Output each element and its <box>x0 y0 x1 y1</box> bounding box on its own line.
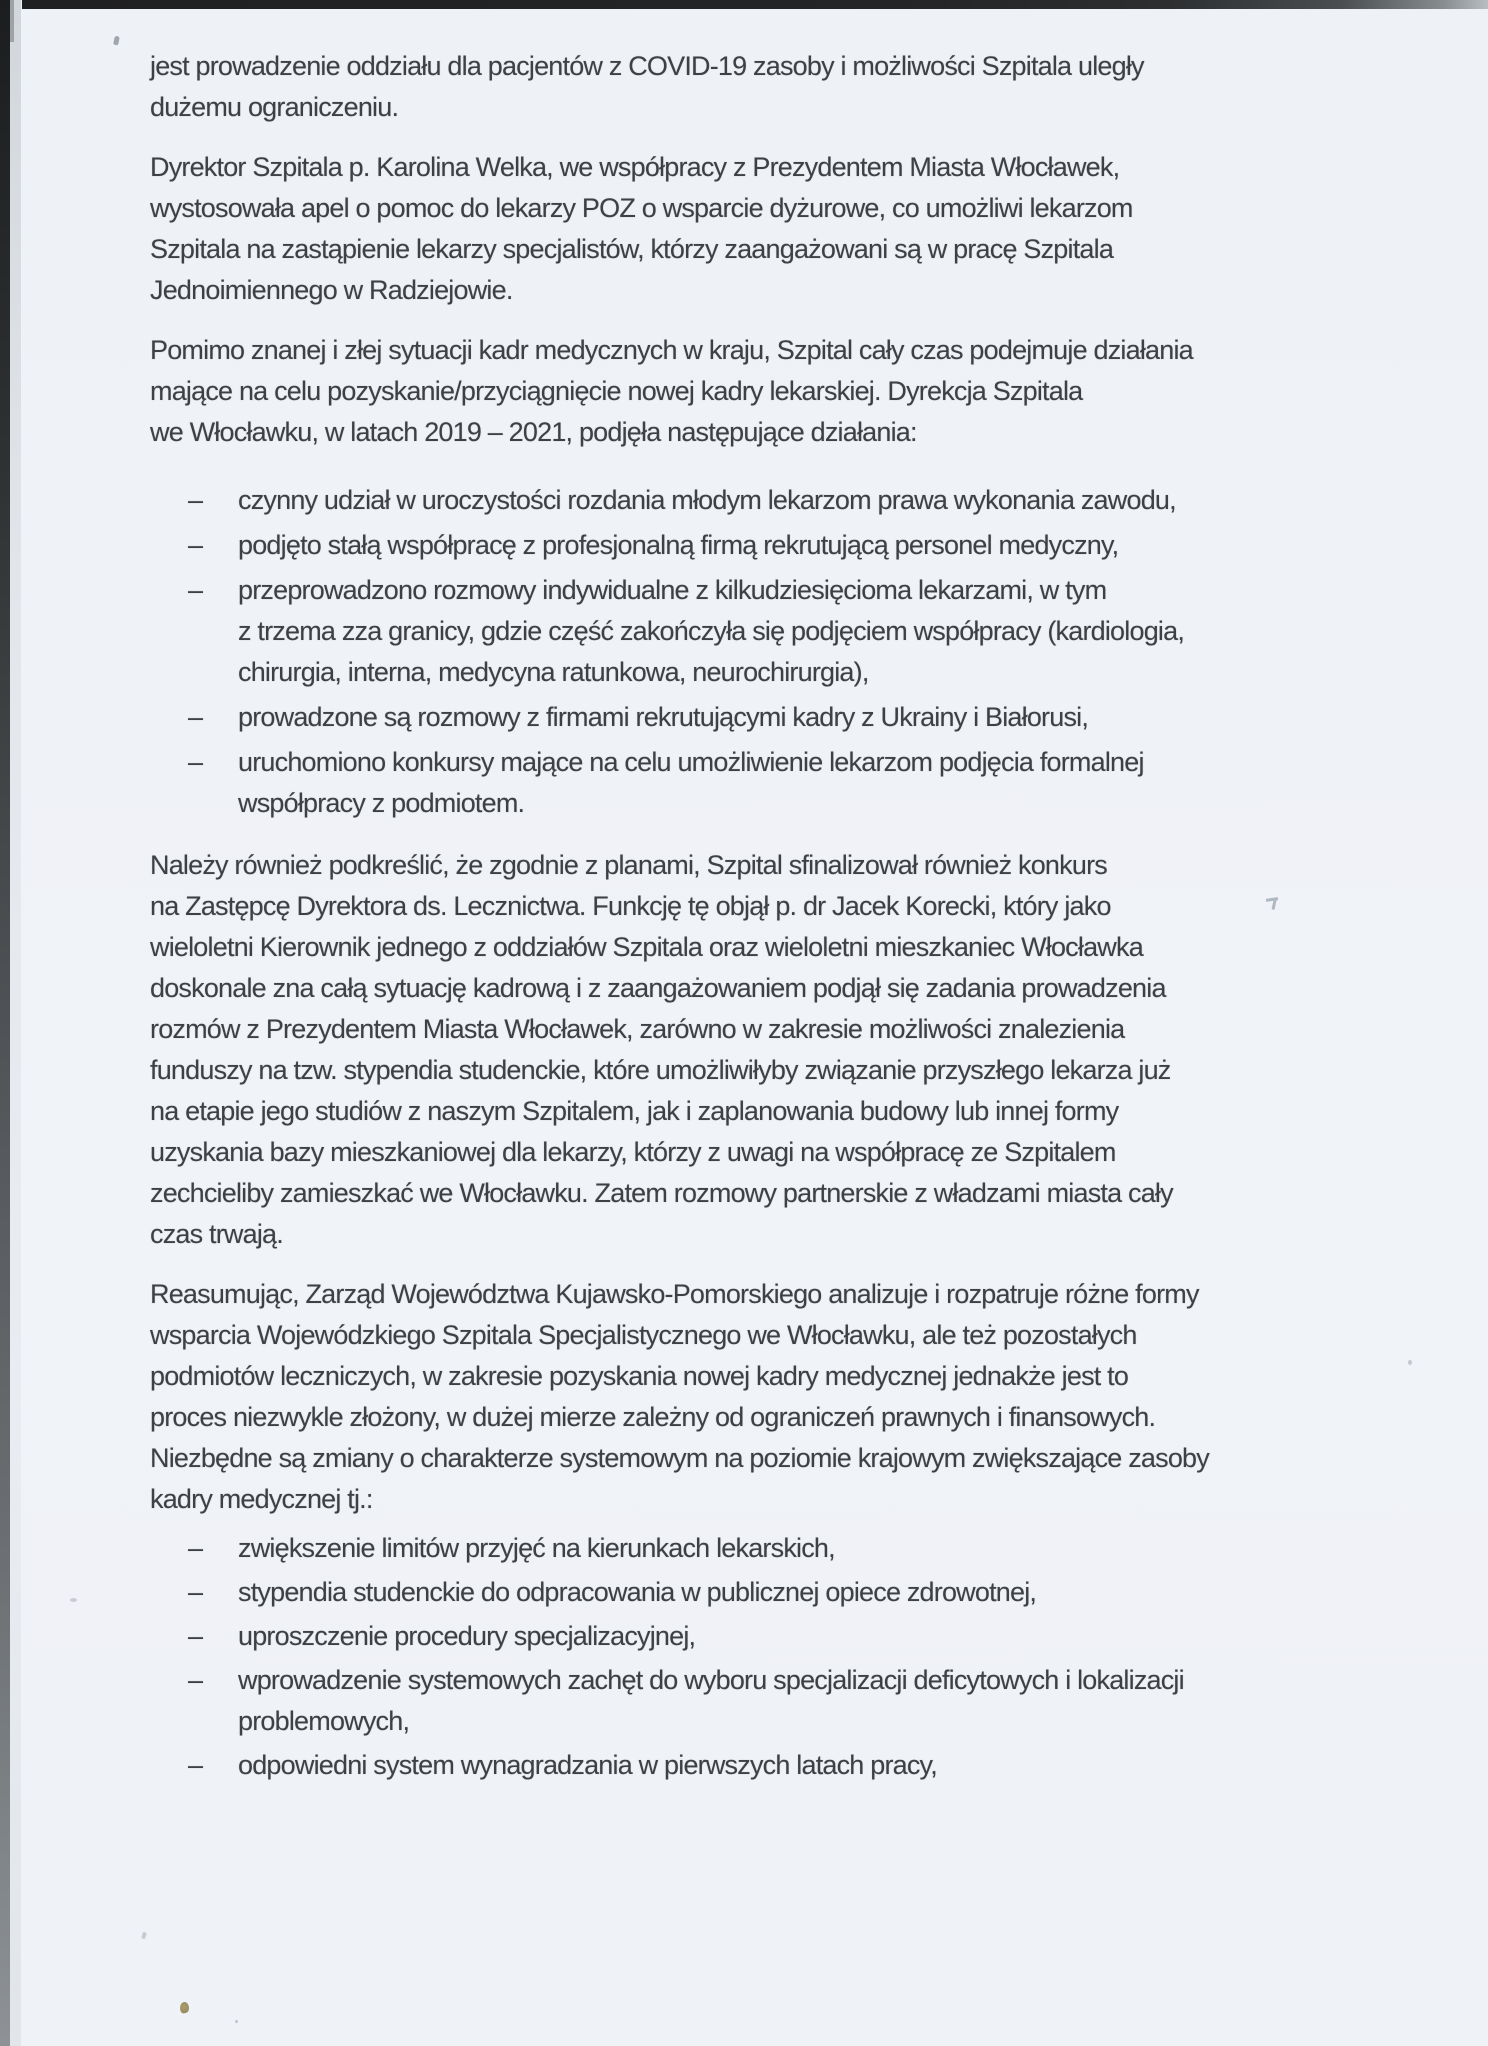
scan-speck <box>180 2002 189 2014</box>
text-line: rozmów z Prezydentem Miasta Włocławek, zarówno w zakresie możliwości znalezienia <box>150 1014 1125 1044</box>
text-line: Dyrektor Szpitala p. Karolina Welka, we współpracy z Prezydentem Miasta Włocławek, <box>150 152 1120 182</box>
text-line: czynny udział w uroczystości rozdania młodym lekarzom prawa wykonania zawodu, <box>238 485 1176 515</box>
list-item <box>150 480 1420 521</box>
text-line: funduszy na tzw. stypendia studenckie, które umożliwiłyby związanie przyszłego lekarza już <box>150 1055 1171 1085</box>
text-line: Reasumując, Zarząd Województwa Kujawsko-Pomorskiego analizuje i rozpatruje różne formy <box>150 1279 1199 1309</box>
list-item <box>150 1528 1420 1569</box>
text-line: uruchomiono konkursy mające na celu umożliwienie lekarzom podjęcia formalnej <box>238 747 1144 777</box>
document-content <box>150 0 1420 1807</box>
text-line: podmiotów leczniczych, w zakresie pozyskania nowej kadry medycznej jednakże jest to <box>150 1361 1129 1391</box>
text-line: zwiększenie limitów przyjęć na kierunkach lekarskich, <box>238 1533 835 1563</box>
text-line: we Włocławku, w latach 2019 – 2021, podjęła następujące działania: <box>150 417 917 447</box>
text-line: proces niezwykle złożony, w dużej mierze zależny od ograniczeń prawnych i finansowych. <box>150 1402 1156 1432</box>
text-line: doskonale zna całą sytuację kadrową i z zaangażowaniem podjął się zadania prowadzenia <box>150 973 1166 1003</box>
text-line: na etapie jego studiów z naszym Szpitalem, jak i zaplanowania budowy lub innej formy <box>150 1096 1119 1126</box>
text-line: kadry medycznej tj.: <box>150 1484 373 1514</box>
list-item <box>150 525 1420 566</box>
list-item <box>150 1572 1420 1613</box>
text-line: czas trwają. <box>150 1219 283 1249</box>
systemic-changes-bullet-list <box>150 1528 1420 1786</box>
dash-bullet: – <box>188 702 203 732</box>
paragraph-deputy-director <box>150 845 1420 1255</box>
text-line: chirurgia, interna, medycyna ratunkowa, neurochirurgia), <box>238 657 869 687</box>
dash-bullet: – <box>188 1665 203 1695</box>
text-line: problemowych, <box>238 1706 410 1736</box>
scan-speck <box>141 1932 147 1940</box>
list-item <box>150 1660 1420 1742</box>
list-item <box>150 1616 1420 1657</box>
scan-speck <box>235 2020 238 2023</box>
text-line: jest prowadzenie oddziału dla pacjentów z COVID-19 zasoby i możliwości Szpitala uległy <box>150 51 1144 81</box>
actions-bullet-list <box>150 480 1420 824</box>
dash-bullet: – <box>188 1533 203 1563</box>
text-line: stypendia studenckie do odpracowania w publicznej opiece zdrowotnej, <box>238 1577 1037 1607</box>
text-line: uzyskania bazy mieszkaniowej dla lekarzy, którzy z uwagi na współpracę ze Szpitalem <box>150 1137 1116 1167</box>
text-line: na Zastępcę Dyrektora ds. Lecznictwa. Funkcję tę objął p. dr Jacek Korecki, który jako <box>150 891 1111 921</box>
dash-bullet: – <box>188 485 203 515</box>
list-item <box>150 570 1420 693</box>
paragraph-covid-constraints <box>150 46 1420 128</box>
text-line: uproszczenie procedury specjalizacyjnej, <box>238 1621 696 1651</box>
text-line: przeprowadzono rozmowy indywidualne z kilkudziesięcioma lekarzami, w tym <box>238 575 1107 605</box>
text-line: dużemu ograniczeniu. <box>150 92 399 122</box>
text-line: podjęto stałą współpracę z profesjonalną firmą rekrutującą personel medyczny, <box>238 530 1119 560</box>
text-line: prowadzone są rozmowy z firmami rekrutującymi kadry z Ukrainy i Białorusi, <box>238 702 1089 732</box>
text-line: wieloletni Kierownik jednego z oddziałów Szpitala oraz wieloletni mieszkaniec Włocławka <box>150 932 1143 962</box>
dash-bullet: – <box>188 1750 203 1780</box>
list-item <box>150 1745 1420 1786</box>
text-line: Jednoimiennego w Radziejowie. <box>150 275 513 305</box>
dash-bullet: – <box>188 530 203 560</box>
scan-edge-left-shadow <box>10 0 21 2046</box>
text-line: odpowiedni system wynagradzania w pierwszych latach pracy, <box>238 1750 937 1780</box>
scan-edge-left <box>0 0 10 2046</box>
paragraph-staffing-actions-intro <box>150 330 1420 453</box>
dash-bullet: – <box>188 747 203 777</box>
dash-bullet: – <box>188 575 203 605</box>
list-item <box>150 742 1420 824</box>
text-line: współpracy z podmiotem. <box>238 788 525 818</box>
text-line: wsparcia Wojewódzkiego Szpitala Specjalistycznego we Włocławku, ale też pozostałych <box>150 1320 1137 1350</box>
text-line: zechcieliby zamieszkać we Włocławku. Zatem rozmowy partnerskie z władzami miasta cały <box>150 1178 1173 1208</box>
text-line: z trzema zza granicy, gdzie część zakończyła się podjęciem współpracy (kardiologia, <box>238 616 1185 646</box>
text-line: wprowadzenie systemowych zachęt do wyboru specjalizacji deficytowych i lokalizacji <box>238 1665 1184 1695</box>
paragraph-summary <box>150 1274 1420 1520</box>
paragraph-director-appeal <box>150 147 1420 311</box>
list-item <box>150 697 1420 738</box>
scan-speck <box>113 36 120 46</box>
scan-speck <box>70 1598 77 1602</box>
text-line: Niezbędne są zmiany o charakterze systemowym na poziomie krajowym zwiększające zasoby <box>150 1443 1209 1473</box>
dash-bullet: – <box>188 1577 203 1607</box>
text-line: Pomimo znanej i złej sytuacji kadr medycznych w kraju, Szpital cały czas podejmuje działania <box>150 335 1193 365</box>
dash-bullet: – <box>188 1621 203 1651</box>
text-line: Należy również podkreślić, że zgodnie z planami, Szpital sfinalizował również konkurs <box>150 850 1107 880</box>
text-line: mające na celu pozyskanie/przyciągnięcie nowej kadry lekarskiej. Dyrekcja Szpitala <box>150 376 1083 406</box>
text-line: wystosowała apel o pomoc do lekarzy POZ o wsparcie dyżurowe, co umożliwi lekarzom <box>150 193 1133 223</box>
text-line: Szpitala na zastąpienie lekarzy specjalistów, którzy zaangażowani są w pracę Szpitala <box>150 234 1114 264</box>
